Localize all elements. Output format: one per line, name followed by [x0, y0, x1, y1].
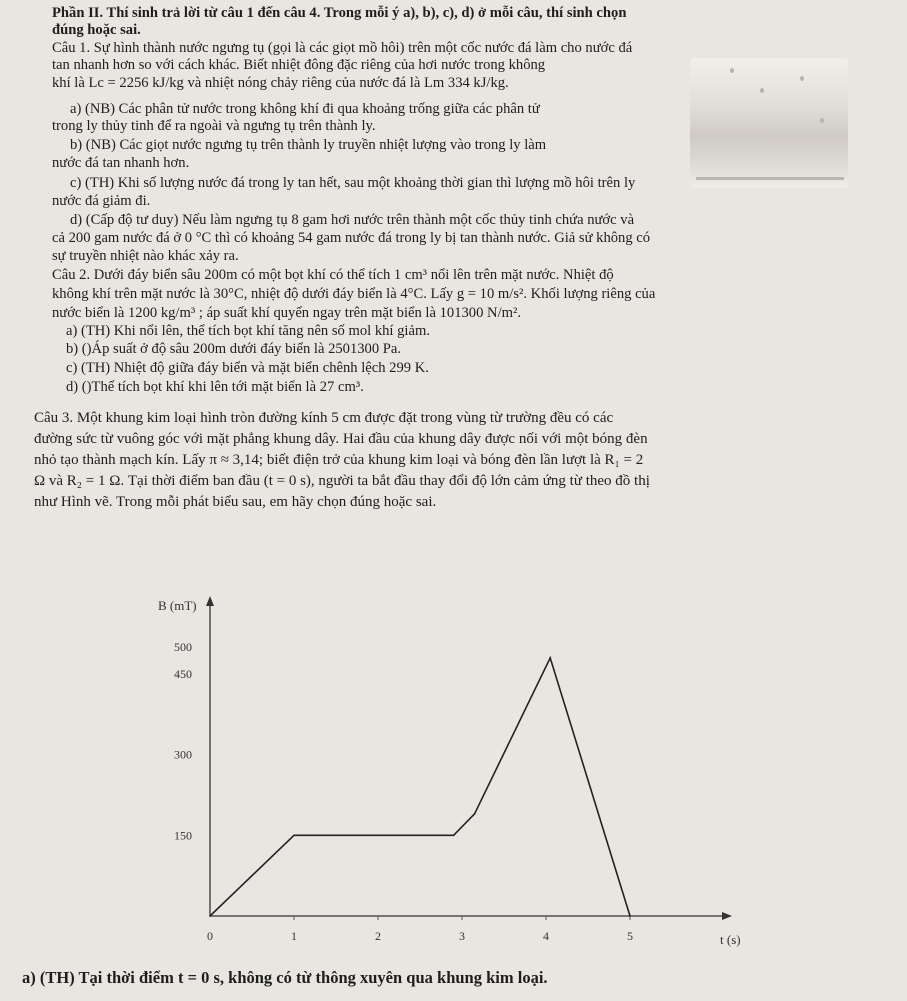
y-axis-label: B (mT) — [158, 598, 197, 613]
q1-option-d-line-1: d) (Cấp độ tư duy) Nếu làm ngưng tụ 8 gam hơi nước trên thành một cốc thủy tinh chứa nước và — [70, 212, 635, 228]
droplet-icon — [730, 68, 734, 73]
q3-stem-line-5: như Hình vẽ. Trong mỗi phát biểu sau, em hãy chọn đúng hoặc sai. — [34, 494, 437, 510]
part-heading-cont: đúng hoặc sai. — [52, 22, 141, 38]
x-tick-label: 2 — [375, 929, 381, 943]
data-point — [293, 834, 295, 836]
q2-option-d: d) ()Thể tích bọt khí khi lên tới mặt biển là 27 cm³. — [66, 379, 364, 395]
q2-option-c: c) (TH) Nhiệt độ giữa đáy biển và mặt biển chênh lệch 299 K. — [66, 360, 429, 376]
q1-stem-line-3: khí là Lc = 2256 kJ/kg và nhiệt nóng chảy riêng của nước đá là Lm 334 kJ/kg. — [52, 75, 509, 91]
x-tick-label: 4 — [543, 929, 549, 943]
droplet-icon — [820, 118, 824, 123]
y-tick-label: 450 — [174, 667, 192, 681]
q2-stem-line-2: không khí trên mặt nước là 30°C, nhiệt độ dưới đáy biển là 4°C. Lấy g = 10 m/s². Khối lượng riêng của — [52, 286, 656, 302]
y-tick-label: 500 — [174, 640, 192, 655]
q1-option-d-line-2: cả 200 gam nước đá ở 0 °C thì có khoảng 54 gam nước đá trong ly bị tan thành nước. Giả sử không có — [52, 230, 651, 246]
data-point — [549, 657, 551, 659]
x-axis-label: t (s) — [720, 932, 741, 947]
q1-option-a-line-2: trong ly thủy tinh để ra ngoài và ngưng tụ trên thành ly. — [52, 118, 376, 134]
series-line — [210, 658, 630, 916]
data-point — [209, 915, 211, 917]
y-tick-label: 150 — [174, 828, 192, 843]
glass-rim — [696, 177, 844, 180]
data-point — [629, 915, 631, 917]
q3-stem-line-1: Câu 3. Một khung kim loại hình tròn đường kính 5 cm được đặt trong vùng từ trường đều có các — [34, 410, 614, 426]
data-point — [474, 813, 476, 815]
q1-stem-line-2: tan nhanh hơn so với cách khác. Biết nhiệt đông đặc riêng của hơi nước trong không — [52, 57, 546, 73]
droplet-icon — [760, 88, 764, 93]
q1-option-c-line-1: c) (TH) Khi số lượng nước đá trong ly tan hết, sau một khoảng thời gian thì lượng mồ hôi trên ly — [70, 175, 636, 191]
y-tick-label: 300 — [174, 747, 192, 762]
x-tick-label: 0 — [207, 929, 213, 943]
q3-stem-line-3: nhỏ tạo thành mạch kín. Lấy π ≈ 3,14; biết điện trở của khung kim loại và bóng đèn lần lượt là R₁ = 2 — [34, 452, 644, 468]
q3-stem-line-4: Ω và R₂ = 1 Ω. Tại thời điểm ban đầu (t = 0 s), người ta bắt đầu thay đổi độ lớn cảm ứng từ theo đồ thị — [34, 473, 650, 489]
ice-glass-photo — [690, 58, 848, 188]
q3-stem-line-2: đường sức từ vuông góc với mặt phẳng khung dây. Hai đầu của khung dây được nối với một bóng đèn — [34, 431, 648, 447]
q1-option-c-line-2: nước đá giảm đi. — [52, 193, 151, 209]
q2-option-a: a) (TH) Khi nổi lên, thể tích bọt khí tăng nên số mol khí giảm. — [66, 323, 430, 339]
x-tick-label: 3 — [459, 929, 465, 943]
x-tick-label: 5 — [627, 929, 633, 943]
q1-stem-line-1: Câu 1. Sự hình thành nước ngưng tụ (gọi là các giọt mồ hôi) trên một cốc nước đá làm cho nước đá — [52, 40, 633, 56]
q3-option-a: a) (TH) Tại thời điểm t = 0 s, không có từ thông xuyên qua khung kim loại. — [22, 968, 548, 987]
q1-option-d-line-3: sự truyền nhiệt nào khác xảy ra. — [52, 248, 239, 264]
q2-option-b: b) ()Áp suất ở độ sâu 200m dưới đáy biển là 2501300 Pa. — [66, 341, 402, 357]
x-axis-arrow-icon — [722, 912, 732, 920]
data-point — [453, 834, 455, 836]
q1-option-b-line-1: b) (NB) Các giọt nước ngưng tụ trên thành ly truyền nhiệt lượng vào trong ly làm — [70, 137, 547, 153]
magnetic-field-graph — [150, 590, 760, 960]
x-tick-label: 1 — [291, 929, 297, 943]
q2-stem-line-1: Câu 2. Dưới đáy biển sâu 200m có một bọt khí có thể tích 1 cm³ nổi lên trên mặt nước. Nhiệt độ — [52, 267, 614, 283]
q1-option-a-line-1: a) (NB) Các phân tử nước trong không khí đi qua khoảng trống giữa các phân tử — [70, 101, 540, 117]
y-axis-arrow-icon — [206, 596, 214, 606]
part-heading: Phần II. Thí sinh trả lời từ câu 1 đến câu 4. Trong mỗi ý a), b), c), d) ở mỗi câu, thí sinh chọn — [52, 5, 627, 21]
droplet-icon — [800, 76, 804, 81]
q1-option-b-line-2: nước đá tan nhanh hơn. — [52, 155, 190, 171]
q2-stem-line-3: nước biển là 1200 kg/m³ ; áp suất khí quyển ngay trên mặt biển là 101300 N/m². — [52, 305, 521, 321]
